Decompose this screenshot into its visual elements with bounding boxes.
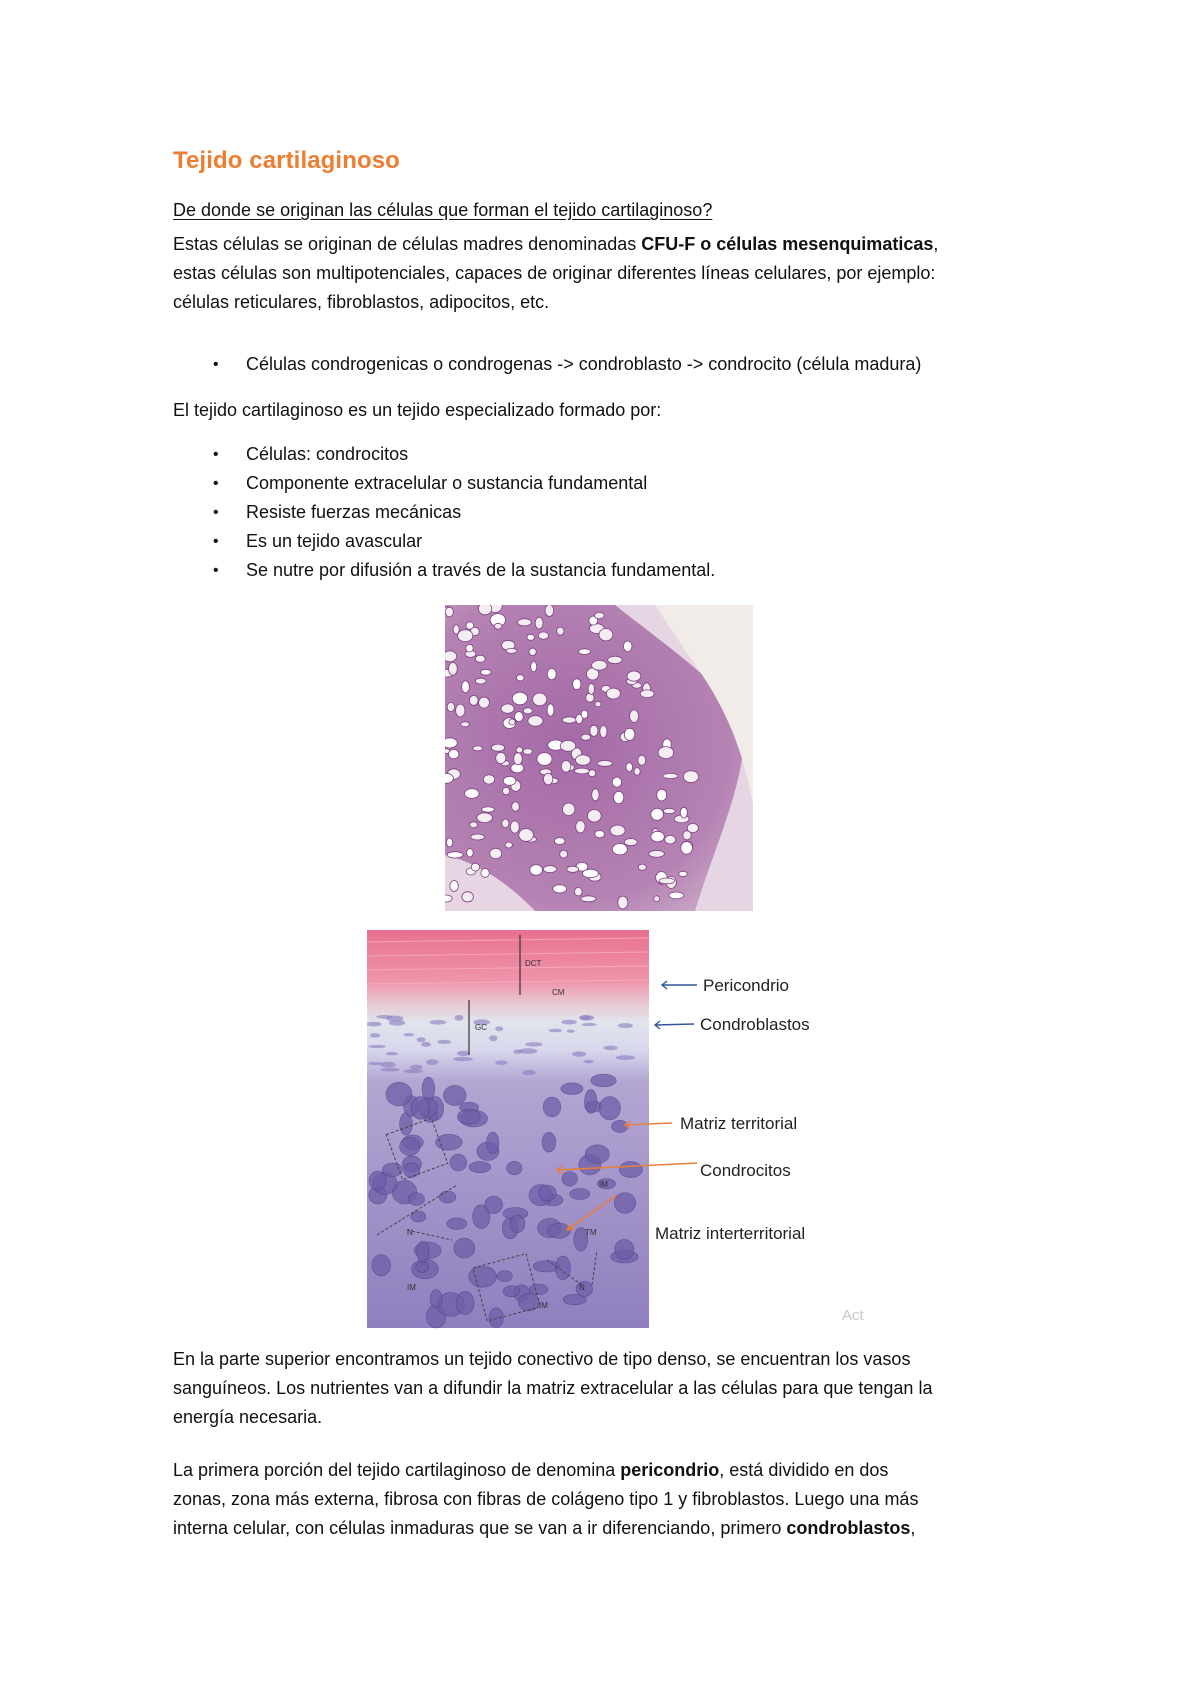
lacuna	[527, 634, 535, 640]
chondroblast	[386, 1052, 398, 1055]
chondroblast	[495, 1026, 503, 1031]
lacuna	[482, 807, 495, 812]
chondrocyte	[497, 1271, 512, 1282]
lacuna	[518, 619, 532, 626]
chondrocyte	[503, 1286, 520, 1297]
lacuna	[461, 722, 470, 727]
chondroblast	[522, 1070, 536, 1075]
micro-label-n: N	[579, 1283, 585, 1292]
lacuna	[450, 881, 458, 892]
chondrocyte	[562, 1172, 578, 1187]
lacuna	[579, 649, 591, 655]
chondroblast	[618, 1023, 633, 1028]
chondrocyte	[542, 1132, 556, 1152]
lacuna	[501, 704, 514, 713]
lacuna	[576, 821, 585, 833]
lacuna	[659, 878, 675, 884]
chondroblast	[561, 1020, 577, 1025]
micro-label-tm: TM	[585, 1228, 597, 1237]
lacuna	[545, 605, 554, 617]
lacuna	[547, 704, 554, 716]
lacuna	[528, 716, 543, 727]
lacuna	[470, 822, 478, 828]
lacuna	[561, 761, 571, 773]
lacuna	[445, 651, 457, 662]
chondroblast	[579, 1015, 591, 1020]
lacuna	[562, 717, 576, 723]
lacuna	[533, 693, 547, 706]
chondroblast	[426, 1059, 438, 1065]
chondrocyte	[369, 1171, 386, 1190]
chondroblast	[370, 1033, 380, 1037]
chondroblast	[410, 1065, 422, 1070]
chondrocyte	[548, 1223, 571, 1238]
list-item: • Componente extracelular o sustancia fundamental	[213, 473, 648, 493]
chondroblast	[584, 1060, 594, 1064]
lacuna	[563, 803, 575, 816]
lacuna	[481, 669, 492, 675]
lacuna	[509, 719, 515, 725]
chondroblast	[525, 1042, 543, 1046]
chondrocyte	[518, 1293, 539, 1311]
chondrocyte	[591, 1074, 616, 1087]
lacuna	[557, 627, 564, 635]
lacuna	[586, 693, 594, 702]
chondrocyte	[615, 1239, 634, 1259]
pericondrio-term: pericondrio	[620, 1460, 720, 1480]
lacuna	[471, 834, 485, 840]
chondroblast	[489, 1035, 497, 1041]
lacuna	[447, 838, 453, 847]
page-title: Tejido cartilaginoso	[173, 147, 400, 174]
lacuna	[623, 641, 632, 652]
lacuna	[462, 892, 474, 902]
lacuna	[567, 866, 579, 872]
lacuna	[595, 702, 601, 707]
label-condrocitos: Condrocitos	[700, 1161, 791, 1180]
lacuna	[445, 895, 452, 902]
condroblastos-term: condroblastos	[786, 1518, 911, 1538]
chondrocyte	[485, 1196, 503, 1213]
chondroblast	[457, 1051, 470, 1056]
lacuna	[663, 773, 678, 778]
lacuna	[592, 660, 607, 670]
lacuna	[610, 825, 625, 836]
chondroblast	[429, 1020, 446, 1025]
lacuna	[640, 690, 654, 698]
lacuna	[535, 617, 543, 629]
lacuna	[608, 656, 622, 663]
lacuna	[519, 829, 534, 842]
chondrocyte	[456, 1292, 474, 1315]
lacuna	[592, 789, 599, 801]
chondroblast	[453, 1057, 473, 1061]
chondroblast	[615, 1055, 635, 1060]
lacuna	[475, 678, 486, 684]
chondrocyte	[469, 1266, 497, 1287]
lacuna	[477, 813, 493, 823]
lacuna	[600, 725, 607, 737]
chondrocyte	[469, 1162, 491, 1173]
chondrocyte	[585, 1090, 597, 1114]
lacuna	[544, 773, 553, 785]
lacuna	[581, 896, 596, 902]
lacuna	[583, 869, 599, 878]
upper-layer-paragraph: En la parte superior encontramos un tejido conectivo de tipo denso, se encuentran los vasos sanguíneos. Los nutrientes van a difundir la matriz extracelular a las células para que tengan la energía necesaria.	[173, 1349, 933, 1427]
chondrocyte	[416, 1262, 429, 1272]
lacuna	[634, 768, 640, 776]
lacuna	[503, 787, 510, 794]
chondrocyte	[561, 1083, 583, 1095]
chondrocyte	[599, 1097, 620, 1120]
chondroblast	[381, 1068, 400, 1072]
chondroblast	[513, 1050, 522, 1054]
lacuna	[505, 842, 512, 848]
lacuna	[537, 753, 552, 766]
list-item: • Se nutre por difusión a través de la sustancia fundamental.	[213, 560, 716, 580]
lacuna	[599, 629, 613, 641]
chondrocyte	[529, 1284, 548, 1294]
lacuna	[594, 612, 604, 618]
lineage-list	[173, 350, 921, 379]
chondrocyte	[400, 1137, 420, 1155]
lacuna	[473, 746, 483, 751]
lacuna	[469, 695, 478, 705]
label-matriz-territorial: Matriz territorial	[680, 1114, 798, 1133]
lacuna	[606, 688, 620, 699]
intro-paragraph: Estas células se originan de células madres denominadas CFU-F o células mesenquimaticas, estas células son multipotenciales, capaces de originar diferentes líneas celulares, por ejemplo: células reticulares, fibroblastos, adipocitos, etc.	[173, 234, 939, 312]
lacuna	[553, 885, 567, 893]
lacuna	[465, 789, 479, 799]
lacuna	[665, 835, 676, 844]
chondrocyte	[417, 1241, 429, 1262]
micro-label-cm: CM	[552, 988, 565, 997]
lacuna	[529, 648, 536, 655]
list-item: • Células condrogenicas o condrogenas -> condroblasto -> condrocito (célula madura)	[213, 354, 922, 374]
lacuna	[449, 749, 459, 758]
micro-label-im: IM	[407, 1283, 416, 1292]
chondrocyte	[539, 1185, 557, 1201]
chondrocyte	[444, 1085, 467, 1105]
chondrocyte	[439, 1191, 456, 1203]
chondroblast	[421, 1042, 431, 1047]
chondrocyte	[543, 1097, 561, 1117]
micro-label-im: IM	[599, 1180, 608, 1189]
lacuna	[651, 831, 664, 842]
lacuna	[626, 763, 633, 772]
lacuna	[471, 863, 479, 871]
list-item: • Células: condrocitos	[213, 444, 409, 464]
lacuna	[574, 888, 582, 896]
label-matriz-interterritorial: Matriz interterritorial	[655, 1224, 806, 1243]
chondroblast	[417, 1037, 426, 1042]
lacuna	[503, 776, 516, 785]
lacuna	[449, 663, 458, 676]
chondrocyte	[570, 1189, 590, 1200]
chondrocyte	[430, 1290, 442, 1308]
chondrocyte	[450, 1154, 467, 1171]
lacuna	[638, 864, 646, 870]
lacuna	[458, 630, 473, 642]
chondrocyte	[487, 1132, 499, 1154]
lacuna	[496, 752, 506, 763]
lacuna	[590, 725, 598, 736]
perichondrium-labelled-figure	[367, 930, 847, 1330]
lacuna	[588, 683, 594, 694]
lacuna	[523, 749, 532, 755]
micro-label-gc: GC	[475, 1023, 487, 1032]
lacuna	[638, 755, 646, 765]
lacuna	[587, 810, 601, 822]
chondroblast	[404, 1033, 415, 1036]
chondrocyte	[447, 1218, 467, 1230]
lacuna	[683, 771, 698, 783]
lacuna	[614, 791, 624, 803]
lacuna	[512, 692, 527, 705]
lacuna	[581, 710, 588, 718]
lacuna	[494, 623, 502, 629]
lacuna	[554, 838, 565, 845]
lacuna	[475, 655, 485, 662]
chondrocyte	[454, 1238, 475, 1258]
lacuna	[538, 632, 548, 639]
lacuna	[683, 831, 691, 840]
chondrocyte	[585, 1145, 609, 1163]
lacuna	[597, 761, 612, 767]
chondrocyte	[436, 1134, 463, 1150]
lacuna	[516, 747, 523, 753]
lacuna	[445, 738, 457, 748]
perichondrium-paragraph: La primera porción del tejido cartilaginoso de denomina pericondrio, está dividido en dos zonas, zona más externa, fibrosa con fibras de colágeno tipo 1 y fibroblastos. Luego una más interna celular, con células inmaduras que se van a ir diferenciando, primero condroblastos,	[173, 1460, 919, 1538]
lacuna	[576, 755, 591, 765]
lacuna	[618, 896, 628, 909]
lacuna	[523, 708, 532, 714]
lacuna	[560, 741, 575, 752]
lacuna	[658, 747, 674, 759]
lacuna	[651, 808, 664, 820]
lacuna	[547, 668, 556, 679]
label-pericondrio: Pericondrio	[703, 976, 789, 995]
chondroblast	[455, 1015, 464, 1021]
chondrocyte	[510, 1215, 525, 1233]
lacuna	[481, 869, 489, 878]
list-item: • Es un tejido avascular	[213, 531, 423, 551]
chondrocyte	[411, 1097, 430, 1120]
lacuna	[624, 839, 637, 846]
lacuna	[502, 819, 509, 828]
lacuna	[445, 607, 453, 617]
lacuna	[512, 802, 520, 811]
lacuna	[506, 648, 517, 653]
lacuna	[574, 768, 589, 774]
chondrocyte	[507, 1161, 522, 1174]
lacuna	[649, 850, 665, 857]
lacuna	[595, 830, 605, 837]
lacuna	[447, 702, 454, 711]
chondroblast	[495, 1061, 507, 1065]
chondroblast	[549, 1029, 562, 1033]
chondrocyte	[386, 1082, 412, 1106]
lacuna	[510, 821, 519, 833]
label-condroblastos: Condroblastos	[700, 1015, 810, 1034]
chondroblast	[437, 1040, 451, 1044]
chondrocyte	[408, 1193, 424, 1206]
chondroblast	[367, 1022, 382, 1027]
lacuna	[467, 849, 474, 857]
lacuna	[679, 871, 688, 876]
lacuna	[680, 807, 687, 818]
lacuna	[543, 866, 556, 873]
chondroblast	[368, 1045, 386, 1048]
chondrocyte	[457, 1109, 480, 1124]
chondroblast	[380, 1062, 395, 1068]
lacuna	[531, 661, 537, 671]
lacuna	[456, 704, 465, 717]
chondroblast	[404, 1069, 424, 1073]
micro-label-n: N	[407, 1228, 413, 1237]
chondroblast	[386, 1016, 403, 1022]
lacuna	[654, 896, 660, 902]
chondrocyte	[612, 1120, 628, 1132]
list-item: • Resiste fuerzas mecánicas	[213, 502, 462, 522]
tissue-properties-list	[173, 440, 715, 585]
lacuna	[515, 712, 524, 722]
lacuna	[612, 777, 621, 787]
lacuna	[462, 681, 470, 693]
lacuna	[514, 753, 523, 765]
chondroblast	[603, 1046, 617, 1051]
chondrocyte	[555, 1256, 570, 1280]
lacuna	[663, 808, 675, 813]
cfu-f-term: CFU-F o células mesenquimaticas	[641, 234, 934, 254]
lacuna	[624, 728, 635, 740]
lacuna	[490, 848, 502, 859]
lacuna	[478, 605, 491, 615]
chondrocyte	[382, 1163, 402, 1177]
chondrocyte	[404, 1163, 420, 1178]
lacuna	[627, 671, 641, 681]
cartilage-micrograph	[445, 605, 753, 911]
chondroblast	[572, 1051, 586, 1056]
micro-label-im: IM	[539, 1301, 548, 1310]
lacuna	[612, 844, 627, 855]
lacuna	[669, 892, 684, 899]
lacuna	[560, 850, 568, 858]
chondrocyte	[372, 1255, 391, 1276]
lacuna	[573, 679, 581, 690]
lacuna	[466, 644, 473, 652]
chondrocyte	[619, 1162, 642, 1178]
lacuna	[681, 842, 693, 855]
watermark-text: Act	[842, 1307, 864, 1324]
section-question: De donde se originan las células que forman el tejido cartilaginoso?	[173, 200, 713, 220]
lacuna	[581, 734, 591, 740]
chondroblast	[567, 1030, 575, 1033]
lacuna	[657, 789, 667, 801]
lacuna	[483, 775, 494, 784]
lacuna	[530, 865, 543, 876]
lacuna	[479, 697, 490, 708]
lacuna	[516, 675, 524, 681]
lacuna	[447, 852, 463, 858]
lacuna	[630, 710, 639, 723]
lacuna	[491, 744, 504, 751]
tissue-intro: El tejido cartilaginoso es un tejido especializado formado por:	[173, 400, 662, 420]
micro-label-dct: DCT	[525, 959, 542, 968]
chondrocyte	[614, 1193, 635, 1214]
chondroblast	[582, 1023, 597, 1026]
